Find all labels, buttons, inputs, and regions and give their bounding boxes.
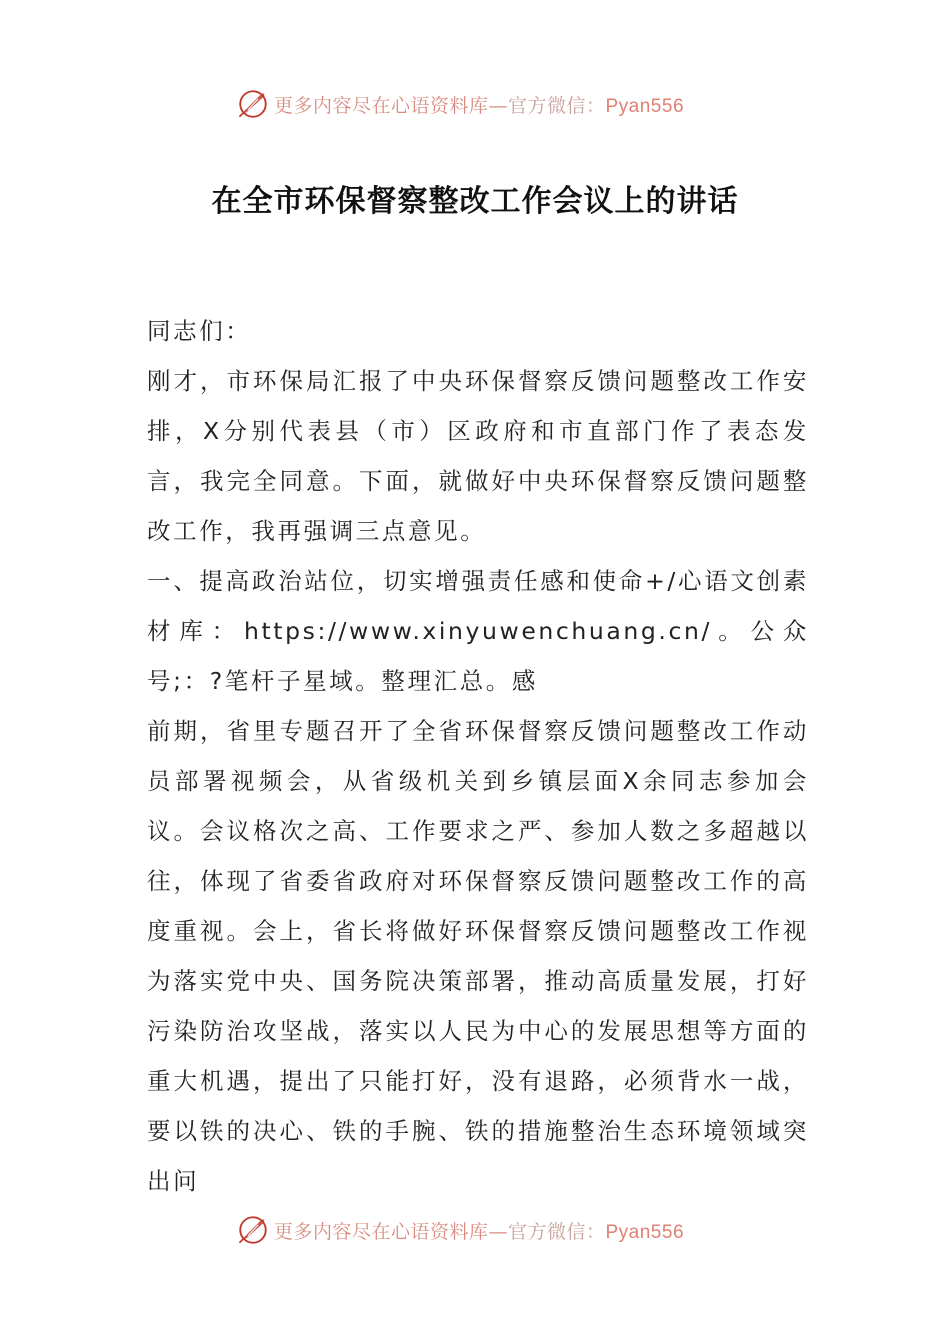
quill-pen-logo-icon bbox=[236, 1213, 270, 1247]
watermark-text: 更多内容尽在心语资料库—官方微信：Pyan556 bbox=[273, 1220, 685, 1243]
document-body bbox=[147, 306, 809, 1206]
paragraph: 刚才，市环保局汇报了中央环保督察反馈问题整改工作安排，X分别代表县（市）区政府和市直部门作了表态发言，我完全同意。下面，就做好中央环保督察反馈问题整改工作，我再强调三点意见。 bbox=[147, 367, 809, 545]
footer-watermark-banner bbox=[0, 1210, 950, 1250]
quill-pen-logo-icon bbox=[236, 87, 270, 121]
section-heading: 一、提高政治站位，切实增强责任感和使命+/心语文创素材库：https://www.xinyuwenchuang.cn/。公众号;：?笔杆子星域。整理汇总。感 bbox=[147, 567, 809, 695]
header-watermark-banner bbox=[0, 84, 950, 124]
salutation: 同志们： bbox=[147, 317, 252, 345]
page-title: 在全市环保督察整改工作会议上的讲话 bbox=[211, 184, 739, 219]
paragraph: 前期，省里专题召开了全省环保督察反馈问题整改工作动员部署视频会，从省级机关到乡镇层面X余同志参加会议。会议格次之高、工作要求之严、参加人数之多超越以往，体现了省委省政府对环保督察反馈问题整改工作的高度重视。会上，省长将做好环保督察反馈问题整改工作视为落实党中央、国务院决策部署，推动高质量发展，打好污染防治攻坚战，落实以人民为中心的发展思想等方面的重大机遇，提出了只能打好，没有退路，必须背水一战，要以铁的决心、铁的手腕、铁的措施整治生态环境领域突出问 bbox=[147, 717, 809, 1195]
watermark-text: 更多内容尽在心语资料库—官方微信：Pyan556 bbox=[273, 94, 685, 117]
